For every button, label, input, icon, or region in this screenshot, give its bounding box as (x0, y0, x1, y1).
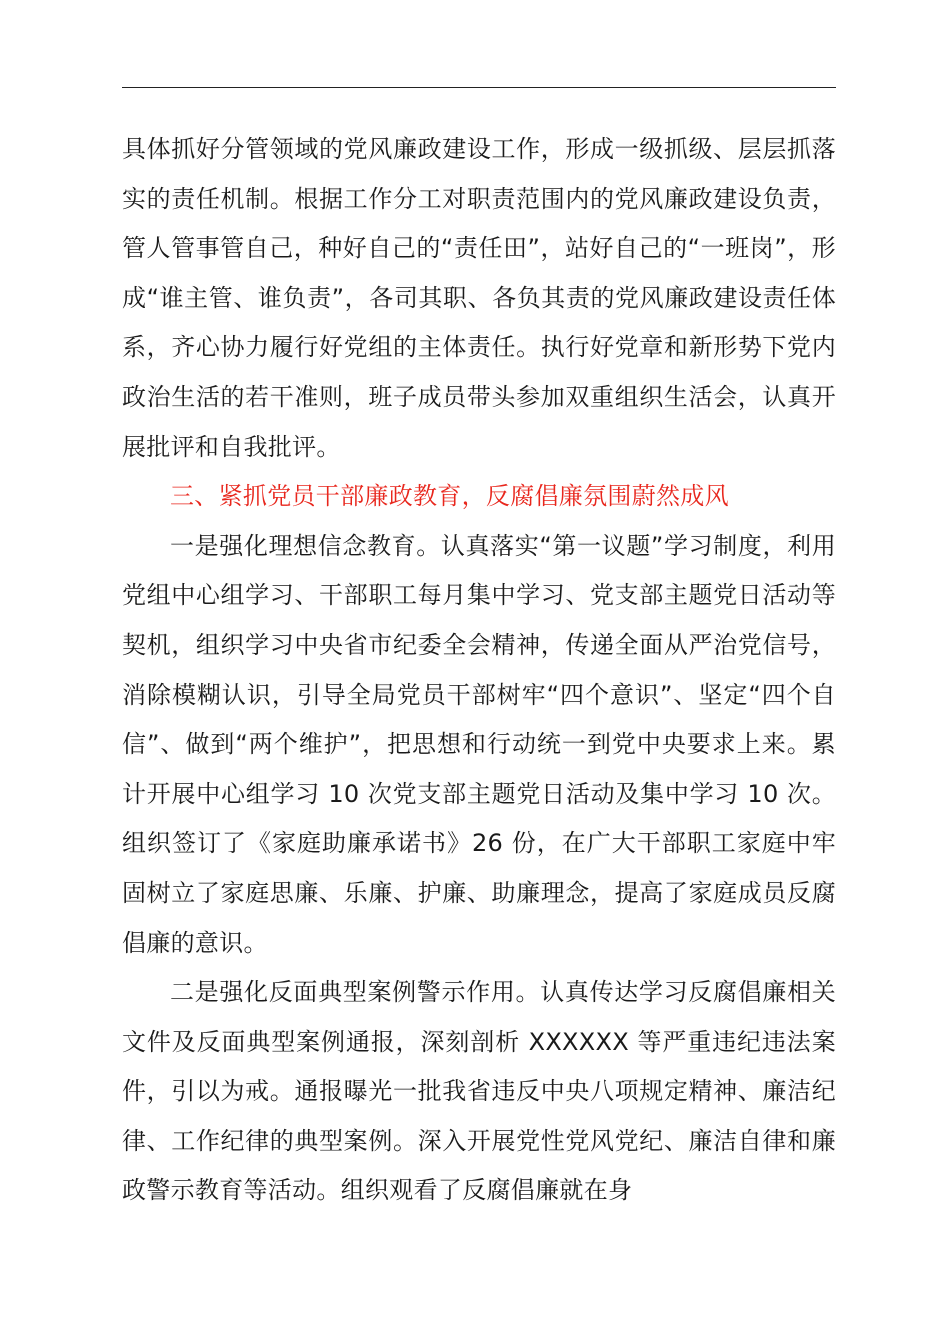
paragraph-ideals-education: 一是强化理想信念教育。认真落实“第一议题”学习制度，利用党组中心组学习、干部职工每月集中学习、党支部主题党日活动等契机，组织学习中央省市纪委全会精神，传递全面从严治党信号，消除模糊认识，引导全局党员干部树牢“四个意识”、坚定“四个自信”、做到“两个维护”，把思想和行动统一到党中央要求上来。累计开展中心组学习 10 次党支部主题党日活动及集中学习 10 次。组织签订了《家庭助廉承诺书》26 份，在广大干部职工家庭中牢固树立了家庭思廉、乐廉、护廉、助廉理念，提高了家庭成员反腐倡廉的意识。 (122, 531, 836, 957)
paragraph-warning-cases: 二是强化反面典型案例警示作用。认真传达学习反腐倡廉相关文件及反面典型案例通报，深刻剖析 XXXXXX 等严重违纪违法案件，引以为戒。通报曝光一批我省违反中央八项规定精神、廉洁纪律、工作纪律的典型案例。深入开展党性党风党纪、廉洁自律和廉政警示教育等活动。组织观看了反腐倡廉就在身 (122, 978, 836, 1205)
paragraph-continuation: 具体抓好分管领域的党风廉政建设工作，形成一级抓级、层层抓落实的责任机制。根据工作分工对职责范围内的党风廉政建设负责，管人管事管自己，种好自己的“责任田”，站好自己的“一班岗”，形成“谁主管、谁负责”，各司其职、各负其责的党风廉政建设责任体系，齐心协力履行好党组的主体责任。执行好党章和新形势下党内政治生活的若干准则，班子成员带头参加双重组织生活会，认真开展批评和自我批评。 (122, 135, 836, 461)
header-rule (122, 87, 836, 88)
document-body (122, 125, 836, 1216)
section-heading: 三、紧抓党员干部廉政教育，反腐倡廉氛围蔚然成风 (170, 482, 729, 511)
